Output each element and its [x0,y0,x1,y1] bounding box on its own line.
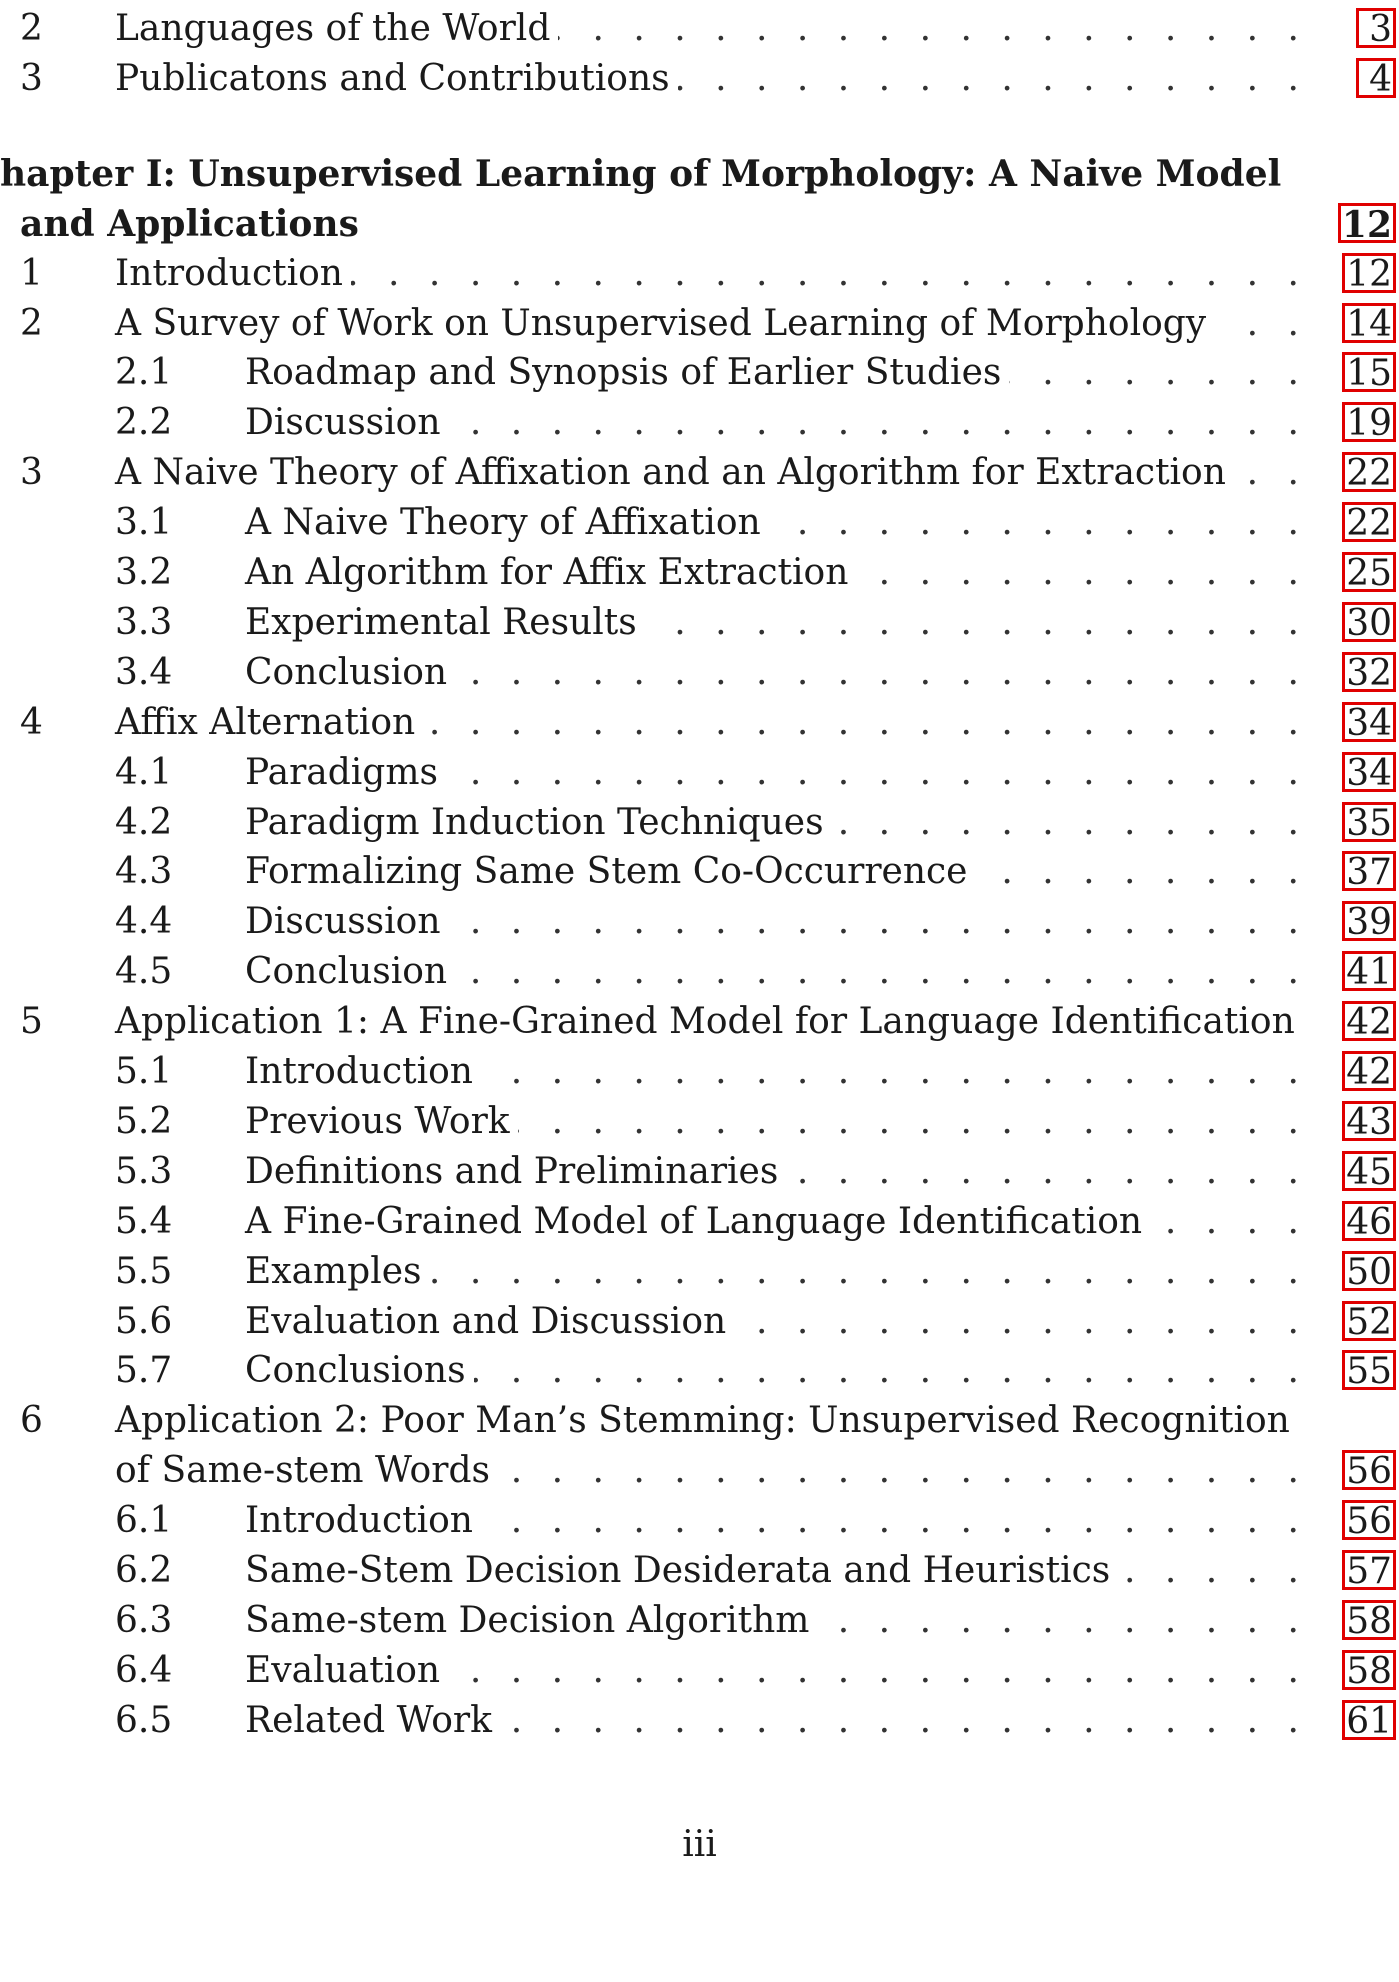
toc-entry [0,249,1399,299]
toc-entry-title: A Fine-Grained Model of Language Identification [245,1200,1143,1242]
toc-entry-number: 6.2 [115,1550,173,1591]
toc-dot-leader [678,54,1308,104]
toc-entry-number: 5 [20,1001,43,1043]
toc-entry [0,4,1399,54]
toc-dot-leader [449,897,1308,947]
toc-entry-number: 5.7 [115,1350,173,1392]
toc-entry-number: 2.1 [115,352,173,394]
toc-entry-number: 6 [20,1400,43,1442]
toc-entry-title: A Naive Theory of Affixation and an Algorithm for Extraction [115,452,1226,494]
toc-entry [0,748,1399,798]
toc-entry-title: Application 2: Poor Man’s Stemming: Unsupervised Recognition [115,1400,1290,1442]
toc-entry [0,1247,1399,1297]
toc-entry [0,847,1399,897]
toc-page-link[interactable]: 22 [1342,502,1396,542]
toc-page-link[interactable]: 61 [1342,1700,1396,1740]
toc-dot-leader [832,798,1308,848]
toc-entry [0,698,1399,748]
toc-entry-title: Discussion [245,402,441,444]
toc-entry-title: Formalizing Same Stem Co-Occurrence [245,851,968,893]
toc-page-link[interactable]: 55 [1342,1350,1396,1390]
toc-page-link[interactable]: 3 [1356,8,1396,48]
toc-page-link[interactable]: 22 [1342,452,1396,492]
toc-dot-leader [769,498,1308,548]
toc-dot-leader [455,648,1308,698]
toc-page-link[interactable]: 32 [1342,652,1396,692]
toc-entry-title: A Survey of Work on Unsupervised Learning of Morphology [115,302,1207,344]
toc-entry-number: 1 [20,252,43,294]
toc-page-link[interactable]: 14 [1342,303,1396,343]
toc-dot-leader [1150,1197,1308,1247]
toc-dot-leader [1234,448,1308,498]
toc-entry [0,947,1399,997]
toc-dot-leader [558,4,1308,54]
toc-page-link[interactable]: 56 [1342,1450,1396,1490]
toc-entry-number: 4.2 [115,801,173,843]
toc-entry [0,1197,1399,1247]
toc-entry-number: 4 [20,701,43,743]
toc-entry-title: Same-stem Decision Algorithm [245,1599,810,1641]
toc-entry [0,1047,1399,1097]
toc-entry-title: Examples [245,1250,422,1292]
toc-entry-number: 4.3 [115,851,173,893]
toc-entry-title: Affix Alternation [115,701,416,743]
toc-entry [0,997,1399,1047]
toc-entry-number: 3 [20,452,43,494]
toc-entry-title: Introduction [115,252,343,294]
toc-dot-leader [474,1346,1308,1396]
toc-entry-number: 2 [20,302,43,344]
toc-entry-number: 3.4 [115,651,173,693]
toc-entry-title: A Naive Theory of Affixation [245,502,761,544]
toc-page-link[interactable]: 52 [1342,1301,1396,1341]
toc-dot-leader [430,1247,1308,1297]
toc-page-link[interactable]: 25 [1342,552,1396,592]
toc-dot-leader [817,1596,1308,1646]
toc-dot-leader [481,1047,1308,1097]
toc-dot-leader [1118,1546,1308,1596]
toc-entry-number: 5.6 [115,1300,173,1342]
toc-dot-leader [351,249,1308,299]
toc-dot-leader [1009,348,1308,398]
toc-entry-title: Conclusion [245,951,448,993]
toc-page-link[interactable]: 35 [1342,802,1396,842]
toc-page-link[interactable]: 19 [1342,402,1396,442]
toc-entry-number: 2.2 [115,402,173,444]
toc-entry [0,398,1399,448]
toc-entry [0,498,1399,548]
toc-dot-leader [500,1696,1308,1746]
toc-entry-number: 3.3 [115,601,173,643]
toc-page-link[interactable]: 12 [1338,203,1396,243]
toc-dot-leader [975,847,1308,897]
toc-page-link[interactable]: 56 [1342,1500,1396,1540]
toc-dot-leader [734,1297,1308,1347]
toc-entry [0,1297,1399,1347]
toc-entry-number: 5.2 [115,1100,173,1142]
toc-page-link[interactable]: 50 [1342,1251,1396,1291]
toc-dot-leader [481,1496,1308,1546]
toc-entry-number: 4.1 [115,751,173,793]
toc-entry [0,1546,1399,1596]
toc-entry-title: Languages of the World [115,8,551,49]
toc-page-link[interactable]: 45 [1342,1151,1396,1191]
toc-dot-leader [423,698,1308,748]
toc-entry-number: 6.5 [115,1699,173,1741]
toc-entry-title: Previous Work [245,1100,510,1142]
toc-entry [0,1346,1399,1396]
toc-entry-number: 5.1 [115,1051,173,1092]
toc-dot-leader [518,1097,1308,1147]
toc-entry-number: 3 [20,57,43,99]
toc-entry-title: Experimental Results [245,601,637,643]
toc-entry-title: Paradigms [245,751,438,793]
toc-entry-title: Discussion [245,901,441,943]
toc-entry [0,1496,1399,1546]
toc-dot-leader [786,1147,1308,1197]
toc-page-link[interactable]: 12 [1342,253,1396,293]
toc-dot-leader [498,1446,1308,1496]
toc-entry-number: 4.4 [115,901,173,943]
toc-dot-leader [455,947,1308,997]
toc-dot-leader [449,398,1308,448]
toc-entry [0,1147,1399,1197]
toc-entry [0,299,1399,349]
toc-entry-title: Roadmap and Synopsis of Earlier Studies [245,352,1002,394]
toc-entry-title: and Applications [20,202,359,245]
toc-entry [0,1696,1399,1746]
toc-page-link[interactable]: 46 [1342,1201,1396,1241]
toc-dot-leader [1214,299,1308,349]
toc-entry [0,598,1399,648]
toc-dot-leader [856,548,1308,598]
toc-entry-number: 2 [20,8,43,49]
toc-page-link[interactable]: 43 [1342,1101,1396,1141]
toc-entry [0,54,1399,104]
toc-entry-title: Definitions and Preliminaries [245,1150,779,1192]
toc-chapter-entry [0,199,1399,249]
toc-dot-leader [446,748,1308,798]
toc-entry-number: 4.5 [115,951,173,993]
toc-page-link[interactable]: 39 [1342,901,1396,941]
toc-page-link[interactable]: 4 [1356,58,1396,98]
toc-entry-number: 6.3 [115,1599,173,1641]
toc-page-link[interactable]: 42 [1342,1051,1396,1091]
toc-entry-title: of Same-stem Words [115,1450,490,1492]
toc-entry [0,1396,1399,1446]
toc-page-link[interactable]: 15 [1342,352,1396,392]
toc-page-link[interactable]: 41 [1342,951,1396,991]
toc-entry [0,897,1399,947]
toc-dot-leader [448,1646,1308,1696]
toc-entry [0,548,1399,598]
toc-entry-title: Evaluation and Discussion [245,1300,727,1342]
toc-entry [0,1596,1399,1646]
toc-entry [0,798,1399,848]
toc-entry-title: Conclusion [245,651,448,693]
toc-page-link[interactable]: 57 [1342,1550,1396,1590]
toc-entry [0,648,1399,698]
toc-entry [0,1646,1399,1696]
toc-page-link[interactable]: 34 [1342,702,1396,742]
toc-entry [0,1097,1399,1147]
toc-entry [0,348,1399,398]
toc-entry [0,448,1399,498]
toc-page-link[interactable]: 30 [1342,602,1396,642]
toc-entry-title: An Algorithm for Affix Extraction [245,552,849,593]
toc-page-link[interactable]: 58 [1342,1600,1396,1640]
toc-dot-leader [645,598,1308,648]
toc-entry-number: 3.2 [115,552,173,593]
toc-entry-title: Evaluation [245,1649,441,1691]
toc-entry-title: Conclusions [245,1350,466,1392]
toc-entry-number: 6.4 [115,1649,173,1691]
toc-entry [0,1446,1399,1496]
toc-chapter-entry [0,149,1399,199]
toc-entry-number: 6.1 [115,1500,173,1542]
toc-entry-title: Related Work [245,1699,492,1741]
toc-entry-number: 3.1 [115,502,173,544]
toc-entry-title: Same-Stem Decision Desiderata and Heuristics [245,1550,1111,1591]
toc-entry-title: Paradigm Induction Techniques [245,801,824,843]
toc-page-link[interactable]: 58 [1342,1650,1396,1690]
toc-entry-number: 5.3 [115,1150,173,1192]
toc-entry-title: Application 1: A Fine-Grained Model for Language Identification [115,1001,1295,1043]
toc-entry-title: Publicatons and Contributions [115,57,670,99]
toc-entry-title: hapter I: Unsupervised Learning of Morphology: A Naive Model [0,152,1282,195]
toc-page-link[interactable]: 34 [1342,752,1396,792]
toc-page-link[interactable]: 37 [1342,851,1396,891]
toc-entry-title: Introduction [245,1051,473,1092]
toc-entry-number: 5.4 [115,1200,173,1242]
toc-entry-title: Introduction [245,1500,473,1542]
toc-entry-number: 5.5 [115,1250,173,1292]
page-number-footer: iii [682,1824,717,1865]
toc-dot-leader [1303,997,1308,1047]
toc-page-link[interactable]: 42 [1342,1001,1396,1041]
